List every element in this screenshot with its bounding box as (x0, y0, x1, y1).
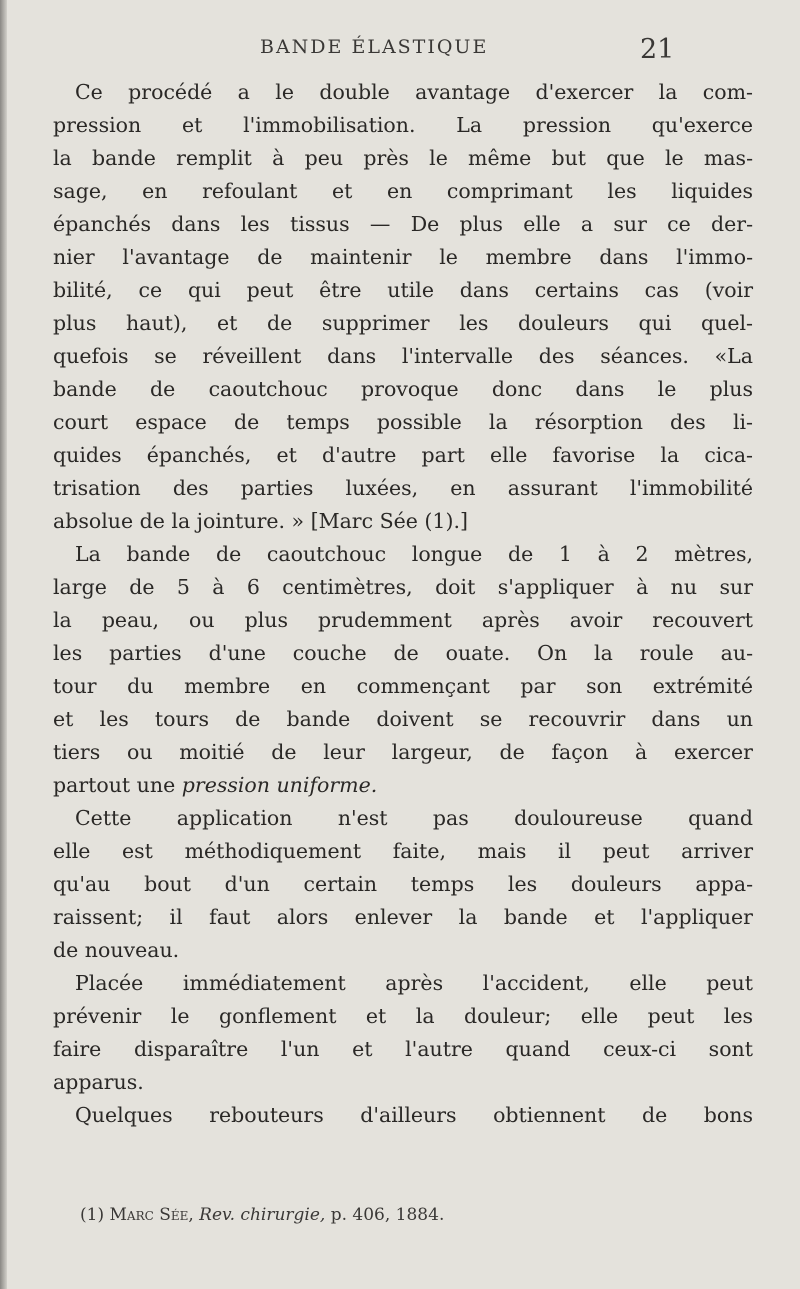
text-line: pression et l'immobilisation. La pression qu'exerce (53, 113, 753, 137)
text-line: tour du membre en commençant par son extrémité (53, 674, 753, 698)
text-line: plus haut), et de supprimer les douleurs qui quel- (53, 311, 753, 335)
footnote-author: Marc Sée, (109, 1205, 194, 1225)
text-line: et les tours de bande doivent se recouvrir dans un (53, 707, 753, 731)
text-line: court espace de temps possible la résorption des li- (53, 410, 753, 434)
text-line: bande de caoutchouc provoque donc dans le plus (53, 377, 753, 401)
text-line: Placée immédiatement après l'accident, elle peut (75, 971, 753, 995)
footnote (80, 1205, 444, 1225)
text-line: de nouveau. (53, 938, 180, 962)
text-line: apparus. (53, 1070, 144, 1094)
text-line: sage, en refoulant et en comprimant les liquides (53, 179, 753, 203)
text-line: raissent; il faut alors enlever la bande et l'appliquer (53, 905, 753, 929)
text-line-emphasis (53, 769, 753, 802)
body-text (53, 76, 753, 1132)
text-line: Quelques rebouteurs d'ailleurs obtiennent de bons (75, 1103, 753, 1127)
italic-emphasis: pression uniforme. (181, 773, 378, 797)
footnote-marker: (1) (80, 1205, 105, 1225)
text-line: épanchés dans les tissus — De plus elle a sur ce der- (53, 212, 753, 236)
text-line: large de 5 à 6 centimètres, doit s'appliquer à nu sur (53, 575, 753, 599)
text-line: trisation des parties luxées, en assurant l'immobilité (53, 476, 753, 500)
page-number: 21 (640, 34, 675, 65)
page-header (0, 34, 800, 74)
text-fragment: partout une (53, 773, 176, 797)
text-line: absolue de la jointure. » [Marc Sée (1).] (53, 509, 468, 533)
text-line: bilité, ce qui peut être utile dans certains cas (voir (53, 278, 753, 302)
text-line: La bande de caoutchouc longue de 1 à 2 mètres, (75, 542, 753, 566)
text-line: quefois se réveillent dans l'intervalle des séances. «La (53, 344, 753, 368)
text-line: prévenir le gonflement et la douleur; elle peut les (53, 1004, 753, 1028)
text-line: elle est méthodiquement faite, mais il peut arriver (53, 839, 753, 863)
page-edge (0, 0, 7, 1289)
running-title: BANDE ÉLASTIQUE (260, 36, 489, 58)
text-line: Cette application n'est pas douloureuse quand (75, 806, 753, 830)
text-line: quides épanchés, et d'autre part elle favorise la cica- (53, 443, 753, 467)
text-line: faire disparaître l'un et l'autre quand ceux-ci sont (53, 1037, 753, 1061)
text-line: nier l'avantage de maintenir le membre dans l'immo- (53, 245, 753, 269)
footnote-journal: Rev. chirurgie, (199, 1205, 326, 1225)
text-line: qu'au bout d'un certain temps les douleurs appa- (53, 872, 753, 896)
footnote-citation: p. 406, 1884. (330, 1205, 445, 1225)
text-line: les parties d'une couche de ouate. On la roule au- (53, 641, 753, 665)
text-line: tiers ou moitié de leur largeur, de façon à exercer (53, 740, 753, 764)
text-line: la peau, ou plus prudemment après avoir recouvert (53, 608, 753, 632)
text-line: la bande remplit à peu près le même but que le mas- (53, 146, 753, 170)
text-line: Ce procédé a le double avantage d'exercer la com- (75, 80, 753, 104)
